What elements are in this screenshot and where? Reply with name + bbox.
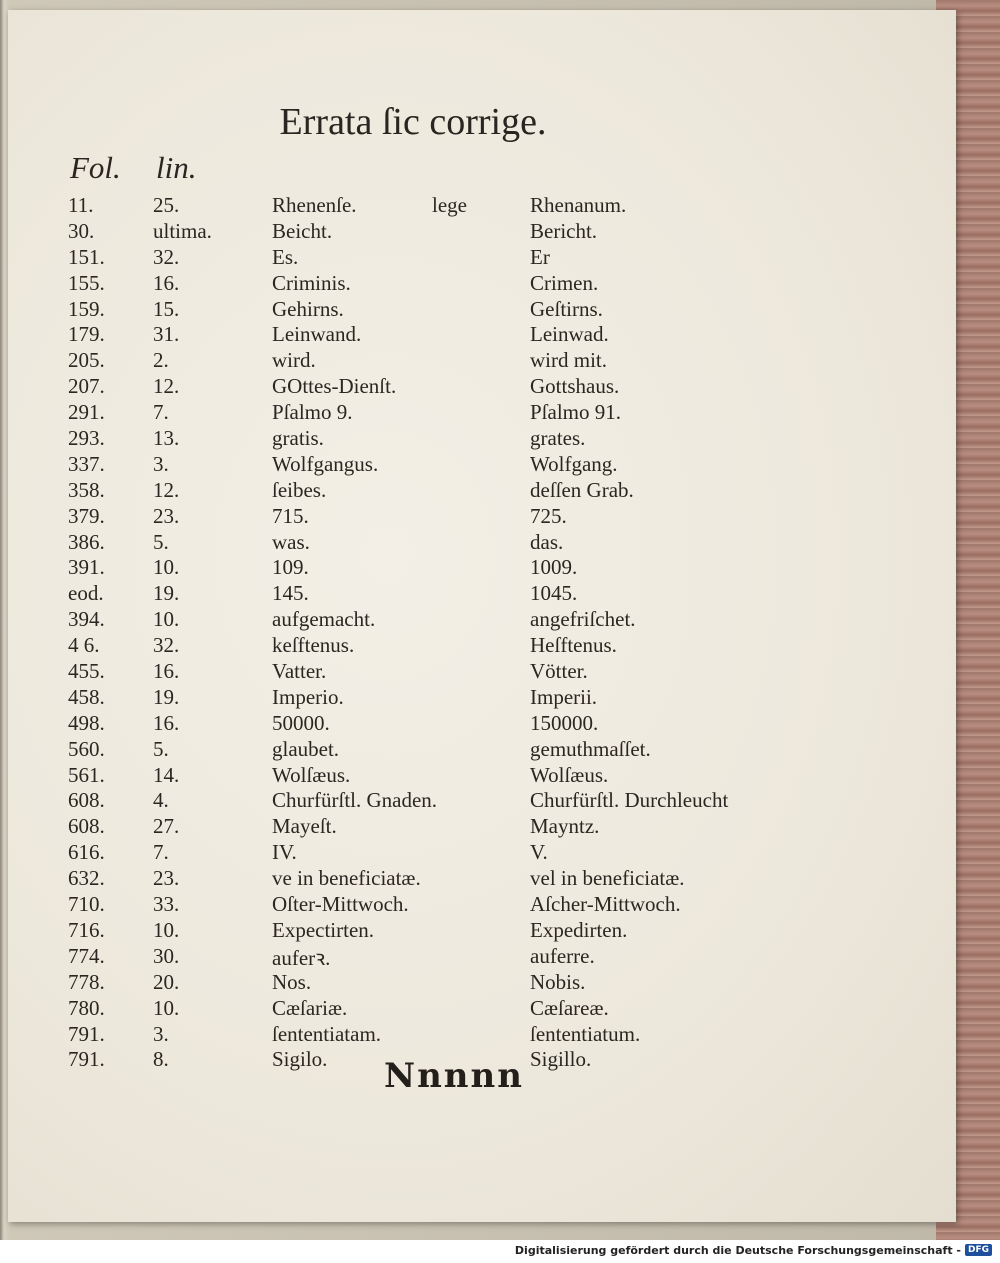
errata-fol: 560. <box>68 736 105 761</box>
errata-fol: 774. <box>68 943 105 968</box>
errata-right: 725. <box>530 503 567 528</box>
errata-right: vel in beneficiatæ. <box>530 866 685 891</box>
errata-right: Mayntz. <box>530 814 600 839</box>
errata-wrong: GOttes-Dienſt. <box>272 374 397 399</box>
errata-wrong: Mayeſt. <box>272 814 337 839</box>
errata-fol: 616. <box>68 840 105 865</box>
errata-lin: 19. <box>153 581 180 606</box>
errata-lin: 32. <box>153 633 180 658</box>
errata-wrong: Cæſariæ. <box>272 995 348 1020</box>
errata-fol: eod. <box>68 581 104 606</box>
errata-fol: 391. <box>68 555 105 580</box>
errata-lin: 30. <box>153 943 180 968</box>
errata-row <box>8 737 956 763</box>
errata-right: Crimen. <box>530 270 599 295</box>
errata-lin: 16. <box>153 659 180 684</box>
errata-fol: 291. <box>68 400 105 425</box>
errata-fol: 30. <box>68 218 95 243</box>
errata-wrong: Gehirns. <box>272 296 344 321</box>
errata-fol: 11. <box>68 193 94 217</box>
errata-wrong: aufgemacht. <box>272 607 376 632</box>
errata-lin: 25. <box>153 193 180 217</box>
errata-right: Expedirten. <box>530 917 628 942</box>
errata-fol: 205. <box>68 348 105 373</box>
errata-row <box>8 918 956 944</box>
errata-row <box>8 892 956 918</box>
errata-fol: 778. <box>68 969 105 994</box>
errata-row <box>8 763 956 789</box>
dfg-logo: DFG <box>965 1244 992 1256</box>
errata-fol: 716. <box>68 917 105 942</box>
errata-wrong: ſeibes. <box>272 477 327 502</box>
errata-right: ſententiatum. <box>530 1021 641 1046</box>
errata-lege: lege <box>432 193 467 217</box>
errata-row <box>8 970 956 996</box>
errata-fol: 293. <box>68 426 105 451</box>
errata-right: Aſcher-Mittwoch. <box>530 892 681 917</box>
errata-wrong: Wolſæus. <box>272 762 351 787</box>
errata-lin: 3. <box>153 451 169 476</box>
errata-right: Pſalmo 91. <box>530 400 622 425</box>
errata-fol: 780. <box>68 995 105 1020</box>
errata-wrong: Expectirten. <box>272 917 375 942</box>
errata-row <box>8 297 956 323</box>
errata-lin: 8. <box>153 1047 169 1072</box>
errata-lin: 10. <box>153 917 180 942</box>
errata-row <box>8 452 956 478</box>
errata-wrong: Churfürſtl. Gnaden. <box>272 788 438 813</box>
errata-row <box>8 814 956 840</box>
errata-row <box>8 840 956 866</box>
errata-right: 1009. <box>530 555 578 580</box>
errata-right: Gottshaus. <box>530 374 620 399</box>
errata-row <box>8 944 956 970</box>
errata-right: grates. <box>530 426 586 451</box>
errata-wrong: ſententiatam. <box>272 1021 382 1046</box>
errata-wrong: 715. <box>272 503 309 528</box>
errata-right: Wolſæus. <box>530 762 609 787</box>
errata-fol: 632. <box>68 866 105 891</box>
errata-right: Bericht. <box>530 218 598 243</box>
errata-fol: 207. <box>68 374 105 399</box>
errata-lin: 23. <box>153 866 180 891</box>
errata-row <box>8 866 956 892</box>
errata-lin: 2. <box>153 348 169 373</box>
errata-right: angefriſchet. <box>530 607 636 632</box>
errata-right: das. <box>530 529 564 554</box>
errata-row <box>8 478 956 504</box>
errata-fol: 337. <box>68 451 105 476</box>
header-fol: Fol. <box>70 150 121 185</box>
catchword: Nnnnn <box>384 1056 524 1096</box>
errata-fol: 386. <box>68 529 105 554</box>
errata-row <box>8 219 956 245</box>
errata-lin: 23. <box>153 503 180 528</box>
errata-right: Cæſareæ. <box>530 995 609 1020</box>
errata-lin: 10. <box>153 607 180 632</box>
errata-row <box>8 711 956 737</box>
errata-right: Leinwad. <box>530 322 609 347</box>
errata-lin: 5. <box>153 529 169 554</box>
errata-wrong: ve in beneficiatæ. <box>272 866 421 891</box>
errata-right: V. <box>530 840 548 865</box>
errata-lin: 20. <box>153 969 180 994</box>
page-title: Errata ſic corrige. <box>279 101 547 143</box>
errata-wrong: Oſter-Mittwoch. <box>272 892 409 917</box>
errata-row <box>8 788 956 814</box>
errata-lin: 27. <box>153 814 180 839</box>
errata-row <box>8 996 956 1022</box>
errata-wrong: Nos. <box>272 969 312 994</box>
errata-wrong: keſftenus. <box>272 633 355 658</box>
errata-row <box>8 633 956 659</box>
errata-right: Churfürſtl. Durchleucht <box>530 788 729 813</box>
errata-lin: 33. <box>153 892 180 917</box>
errata-wrong: 50000. <box>272 710 330 735</box>
errata-lin: ultima. <box>153 218 212 243</box>
errata-lin: 16. <box>153 270 180 295</box>
errata-wrong: Criminis. <box>272 270 351 295</box>
errata-right: Er <box>530 244 550 269</box>
errata-right: Vötter. <box>530 659 588 684</box>
errata-row <box>8 193 956 219</box>
errata-wrong: Beicht. <box>272 218 333 243</box>
errata-fol: 561. <box>68 762 105 787</box>
errata-right: 150000. <box>530 710 599 735</box>
errata-lin: 5. <box>153 736 169 761</box>
errata-row <box>8 555 956 581</box>
errata-wrong: IV. <box>272 840 297 865</box>
errata-right: 1045. <box>530 581 578 606</box>
errata-fol: 710. <box>68 892 105 917</box>
errata-wrong: Wolfgangus. <box>272 451 379 476</box>
errata-lin: 12. <box>153 477 180 502</box>
errata-wrong: Pſalmo 9. <box>272 400 353 425</box>
errata-wrong: Es. <box>272 244 299 269</box>
errata-right: Sigillo. <box>530 1047 592 1072</box>
errata-row <box>8 1022 956 1048</box>
errata-lin: 4. <box>153 788 169 813</box>
errata-row <box>8 607 956 633</box>
errata-right: wird mit. <box>530 348 607 373</box>
errata-row <box>8 426 956 452</box>
errata-right: Nobis. <box>530 969 586 994</box>
errata-wrong: gratis. <box>272 426 324 451</box>
errata-lin: 12. <box>153 374 180 399</box>
errata-fol: 608. <box>68 814 105 839</box>
errata-right: Geſtirns. <box>530 296 603 321</box>
errata-wrong: auferꝛ. <box>272 945 331 970</box>
errata-fol: 379. <box>68 503 105 528</box>
errata-lin: 7. <box>153 400 169 425</box>
errata-lin: 19. <box>153 684 180 709</box>
errata-row <box>8 374 956 400</box>
errata-right: gemuthmaſſet. <box>530 736 651 761</box>
errata-wrong: was. <box>272 529 310 554</box>
errata-row <box>8 685 956 711</box>
errata-fol: 358. <box>68 477 105 502</box>
errata-lin: 7. <box>153 840 169 865</box>
errata-fol: 458. <box>68 684 105 709</box>
errata-fol: 791. <box>68 1047 105 1072</box>
footer <box>515 1241 992 1259</box>
errata-fol: 498. <box>68 710 105 735</box>
errata-fol: 155. <box>68 270 105 295</box>
header-lin: lin. <box>156 150 197 185</box>
errata-row <box>8 271 956 297</box>
errata-row <box>8 245 956 271</box>
errata-wrong: Imperio. <box>272 684 344 709</box>
errata-row <box>8 530 956 556</box>
errata-row <box>8 504 956 530</box>
errata-wrong: Vatter. <box>272 659 327 684</box>
errata-right: Rhenanum. <box>530 193 627 217</box>
errata-lin: 13. <box>153 426 180 451</box>
errata-fol: 179. <box>68 322 105 347</box>
errata-right: Heſftenus. <box>530 633 617 658</box>
errata-row <box>8 348 956 374</box>
errata-right: deſſen Grab. <box>530 477 634 502</box>
errata-right: Imperii. <box>530 684 598 709</box>
errata-lin: 16. <box>153 710 180 735</box>
errata-fol: 394. <box>68 607 105 632</box>
errata-wrong: Sigilo. <box>272 1047 328 1072</box>
errata-lin: 10. <box>153 995 180 1020</box>
errata-lin: 10. <box>153 555 180 580</box>
errata-wrong: glaubet. <box>272 736 340 761</box>
errata-wrong: Rhenenſe. <box>272 193 357 217</box>
errata-lin: 14. <box>153 762 180 787</box>
errata-row <box>8 400 956 426</box>
errata-lin: 31. <box>153 322 180 347</box>
errata-right: auferre. <box>530 943 595 968</box>
errata-row <box>8 322 956 348</box>
errata-lin: 3. <box>153 1021 169 1046</box>
errata-wrong: 145. <box>272 581 309 606</box>
footer-text: Digitalisierung gefördert durch die Deutsche Forschungsgemeinschaft - <box>514 1243 961 1257</box>
errata-row <box>8 659 956 685</box>
page <box>8 10 956 1222</box>
errata-lin: 32. <box>153 244 180 269</box>
errata-fol: 608. <box>68 788 105 813</box>
errata-right: Wolfgang. <box>530 451 618 476</box>
errata-fol: 791. <box>68 1021 105 1046</box>
errata-list <box>8 193 956 1073</box>
errata-lin: 15. <box>153 296 180 321</box>
errata-fol: 455. <box>68 659 105 684</box>
errata-fol: 159. <box>68 296 105 321</box>
errata-fol: 4 6. <box>68 633 100 658</box>
errata-wrong: 109. <box>272 555 309 580</box>
errata-fol: 151. <box>68 244 105 269</box>
errata-row <box>8 581 956 607</box>
errata-wrong: wird. <box>272 348 316 373</box>
errata-wrong: Leinwand. <box>272 322 362 347</box>
